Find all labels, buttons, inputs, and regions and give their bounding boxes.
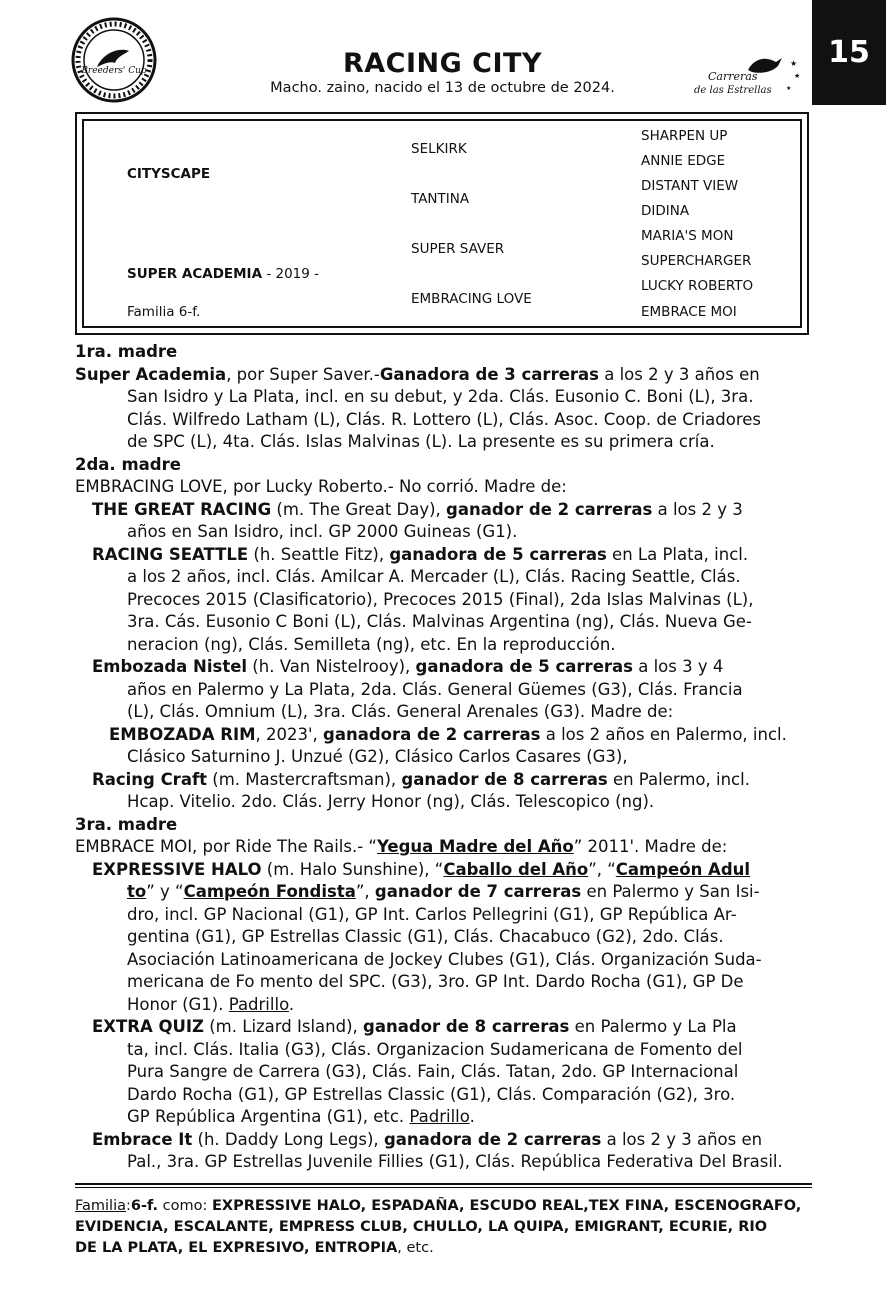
- pedigree-grandparent: EMBRACING LOVE: [411, 291, 532, 307]
- produce-line: gentina (G1), GP Estrellas Classic (G1), Clás. Chacabuco (G2), 2do. Clás.: [127, 927, 724, 946]
- pedigree-great-grandparent: DIDINA: [641, 203, 690, 219]
- pedigree-great-grandparent: LUCKY ROBERTO: [641, 278, 754, 294]
- produce-line: años en San Isidro, incl. GP 2000 Guineas (G1).: [127, 522, 518, 541]
- produce-line: (L), Clás. Omnium (L), 3ra. Clás. General Arenales (G3). Madre de:: [127, 702, 674, 721]
- pedigree-grandparent: SELKIRK: [411, 141, 467, 157]
- svg-text:★: ★: [794, 72, 801, 80]
- produce-line: mericana de Fo mento del SPC. (G3), 3ro. GP Int. Dardo Rocha (G1), GP De: [127, 972, 744, 991]
- section-heading: 3ra. madre: [75, 814, 178, 834]
- produce-line: EXTRA QUIZ (m. Lizard Island), ganador de 8 carreras en Palermo y La Pla: [92, 1017, 737, 1036]
- horse-name-title: RACING CITY: [342, 48, 543, 79]
- produce-line: neracion (ng), Clás. Semilleta (ng), etc. En la reproducción.: [127, 634, 616, 654]
- produce-line: to” y “Campeón Fondista”, ganador de 7 carreras en Palermo y San Isi-: [127, 882, 760, 901]
- pedigree-great-grandparent: SHARPEN UP: [641, 128, 728, 144]
- produce-line: Racing Craft (m. Mastercraftsman), ganador de 8 carreras en Palermo, incl.: [92, 769, 750, 789]
- family-line: DE LA PLATA, EL EXPRESIVO, ENTROPIA, etc.: [75, 1240, 434, 1256]
- first-dam-line: de SPC (L), 4ta. Clás. Islas Malvinas (L). La presente es su primera cría.: [127, 432, 715, 451]
- produce-line: EMBOZADA RIM, 2023', ganadora de 2 carreras a los 2 años en Palermo, incl.: [109, 724, 787, 744]
- produce-line: Hcap. Vitelio. 2do. Clás. Jerry Honor (ng), Clás. Telescopico (ng).: [127, 792, 655, 811]
- pedigree-great-grandparent: MARIA'S MON: [641, 228, 734, 244]
- family-line: EVIDENCIA, ESCALANTE, EMPRESS CLUB, CHULLO, LA QUIPA, EMIGRANT, ECURIE, RIO: [75, 1219, 768, 1235]
- produce-line: Embrace It (h. Daddy Long Legs), ganadora de 2 carreras a los 2 y 3 años en: [92, 1129, 763, 1149]
- svg-text:de las Estrellas: de las Estrellas: [694, 85, 772, 96]
- produce-line: RACING SEATTLE (h. Seattle Fitz), ganadora de 5 carreras en La Plata, incl.: [92, 544, 749, 564]
- section-heading: 1ra. madre: [75, 342, 178, 361]
- pedigree-grandparent: TANTINA: [411, 191, 470, 207]
- produce-line: Honor (G1). Padrillo.: [127, 994, 295, 1014]
- footer-divider-thin: [75, 1187, 812, 1188]
- produce-line: a los 2 años, incl. Clás. Amilcar A. Mercader (L), Clás. Racing Seattle, Clás.: [127, 567, 741, 586]
- third-dam-intro: EMBRACE MOI, por Ride The Rails.- “Yegua Madre del Año” 2011'. Madre de:: [75, 837, 728, 856]
- produce-line: THE GREAT RACING (m. The Great Day), ganador de 2 carreras a los 2 y 3: [92, 499, 743, 519]
- second-dam-intro: EMBRACING LOVE, por Lucky Roberto.- No corrió. Madre de:: [75, 477, 567, 496]
- pedigree-dam: SUPER ACADEMIA - 2019 -: [127, 266, 320, 282]
- produce-line: ta, incl. Clás. Italia (G3), Clás. Organizacion Sudamericana de Fomento del: [127, 1039, 743, 1059]
- produce-line: Precoces 2015 (Clasificatorio), Precoces 2015 (Final), 2da Islas Malvinas (L),: [127, 589, 754, 609]
- pedigree-great-grandparent: EMBRACE MOI: [641, 304, 737, 320]
- horse-description: Macho. zaino, nacido el 13 de octubre de 2024.: [270, 80, 615, 96]
- first-dam-line: Clás. Wilfredo Latham (L), Clás. R. Lottero (L), Clás. Asoc. Coop. de Criadores: [127, 409, 762, 429]
- pedigree-great-grandparent: DISTANT VIEW: [641, 178, 739, 194]
- produce-line: Embozada Nistel (h. Van Nistelrooy), ganadora de 5 carreras a los 3 y 4: [92, 657, 724, 676]
- svg-text:Breeders' Cup: Breeders' Cup: [81, 66, 147, 76]
- breeders-cup-logo: [71, 17, 157, 103]
- pedigree-great-grandparent: ANNIE EDGE: [641, 153, 726, 169]
- first-dam-line: San Isidro y La Plata, incl. en su debut, y 2da. Clás. Eusonio C. Boni (L), 3ra.: [127, 387, 754, 406]
- pedigree-sire: CITYSCAPE: [127, 166, 211, 182]
- produce-line: Pal., 3ra. GP Estrellas Juvenile Fillies (G1), Clás. República Federativa Del Brasil.: [127, 1152, 783, 1171]
- pedigree-family: Familia 6-f.: [127, 304, 201, 320]
- svg-text:Carreras: Carreras: [708, 70, 758, 83]
- family-footer: [75, 1196, 820, 1259]
- catalog-body: [75, 341, 845, 1174]
- produce-line: Clásico Saturnino J. Unzué (G2), Clásico Carlos Casares (G3),: [127, 747, 628, 766]
- produce-line: años en Palermo y La Plata, 2da. Clás. General Güemes (G3), Clás. Francia: [127, 679, 743, 699]
- produce-line: EXPRESSIVE HALO (m. Halo Sunshine), “Caballo del Año”, “Campeón Adul: [92, 859, 751, 879]
- section-heading: 2da. madre: [75, 454, 181, 474]
- pedigree-great-grandparent: SUPERCHARGER: [641, 253, 752, 269]
- produce-line: dro, incl. GP Nacional (G1), GP Int. Carlos Pellegrini (G1), GP República Ar-: [127, 904, 737, 924]
- svg-text:★: ★: [790, 59, 798, 68]
- family-line: Familia:6-f. como: EXPRESSIVE HALO, ESPADAÑA, ESCUDO REAL,TEX FINA, ESCENOGRAFO,: [75, 1198, 802, 1214]
- produce-line: Asociación Latinoamericana de Jockey Clubes (G1), Clás. Organización Suda-: [127, 949, 762, 969]
- pedigree-grandparent: SUPER SAVER: [411, 241, 505, 257]
- produce-line: Dardo Rocha (G1), GP Estrellas Classic (G1), Clás. Comparación (G2), 3ro.: [127, 1084, 736, 1104]
- carreras-estrellas-logo: [690, 50, 802, 100]
- footer-divider: [75, 1183, 812, 1185]
- produce-line: 3ra. Cás. Eusonio C Boni (L), Clás. Malvinas Argentina (ng), Clás. Nueva Ge-: [127, 612, 752, 631]
- produce-line: Pura Sangre de Carrera (G3), Clás. Fain, Clás. Tatan, 2do. GP Internacional: [127, 1062, 739, 1081]
- first-dam-line: Super Academia, por Super Saver.-Ganadora de 3 carreras a los 2 y 3 años en: [75, 364, 760, 384]
- produce-line: GP República Argentina (G1), etc. Padrillo.: [127, 1107, 475, 1126]
- svg-text:★: ★: [786, 85, 792, 92]
- lot-number-badge: 15: [812, 0, 886, 105]
